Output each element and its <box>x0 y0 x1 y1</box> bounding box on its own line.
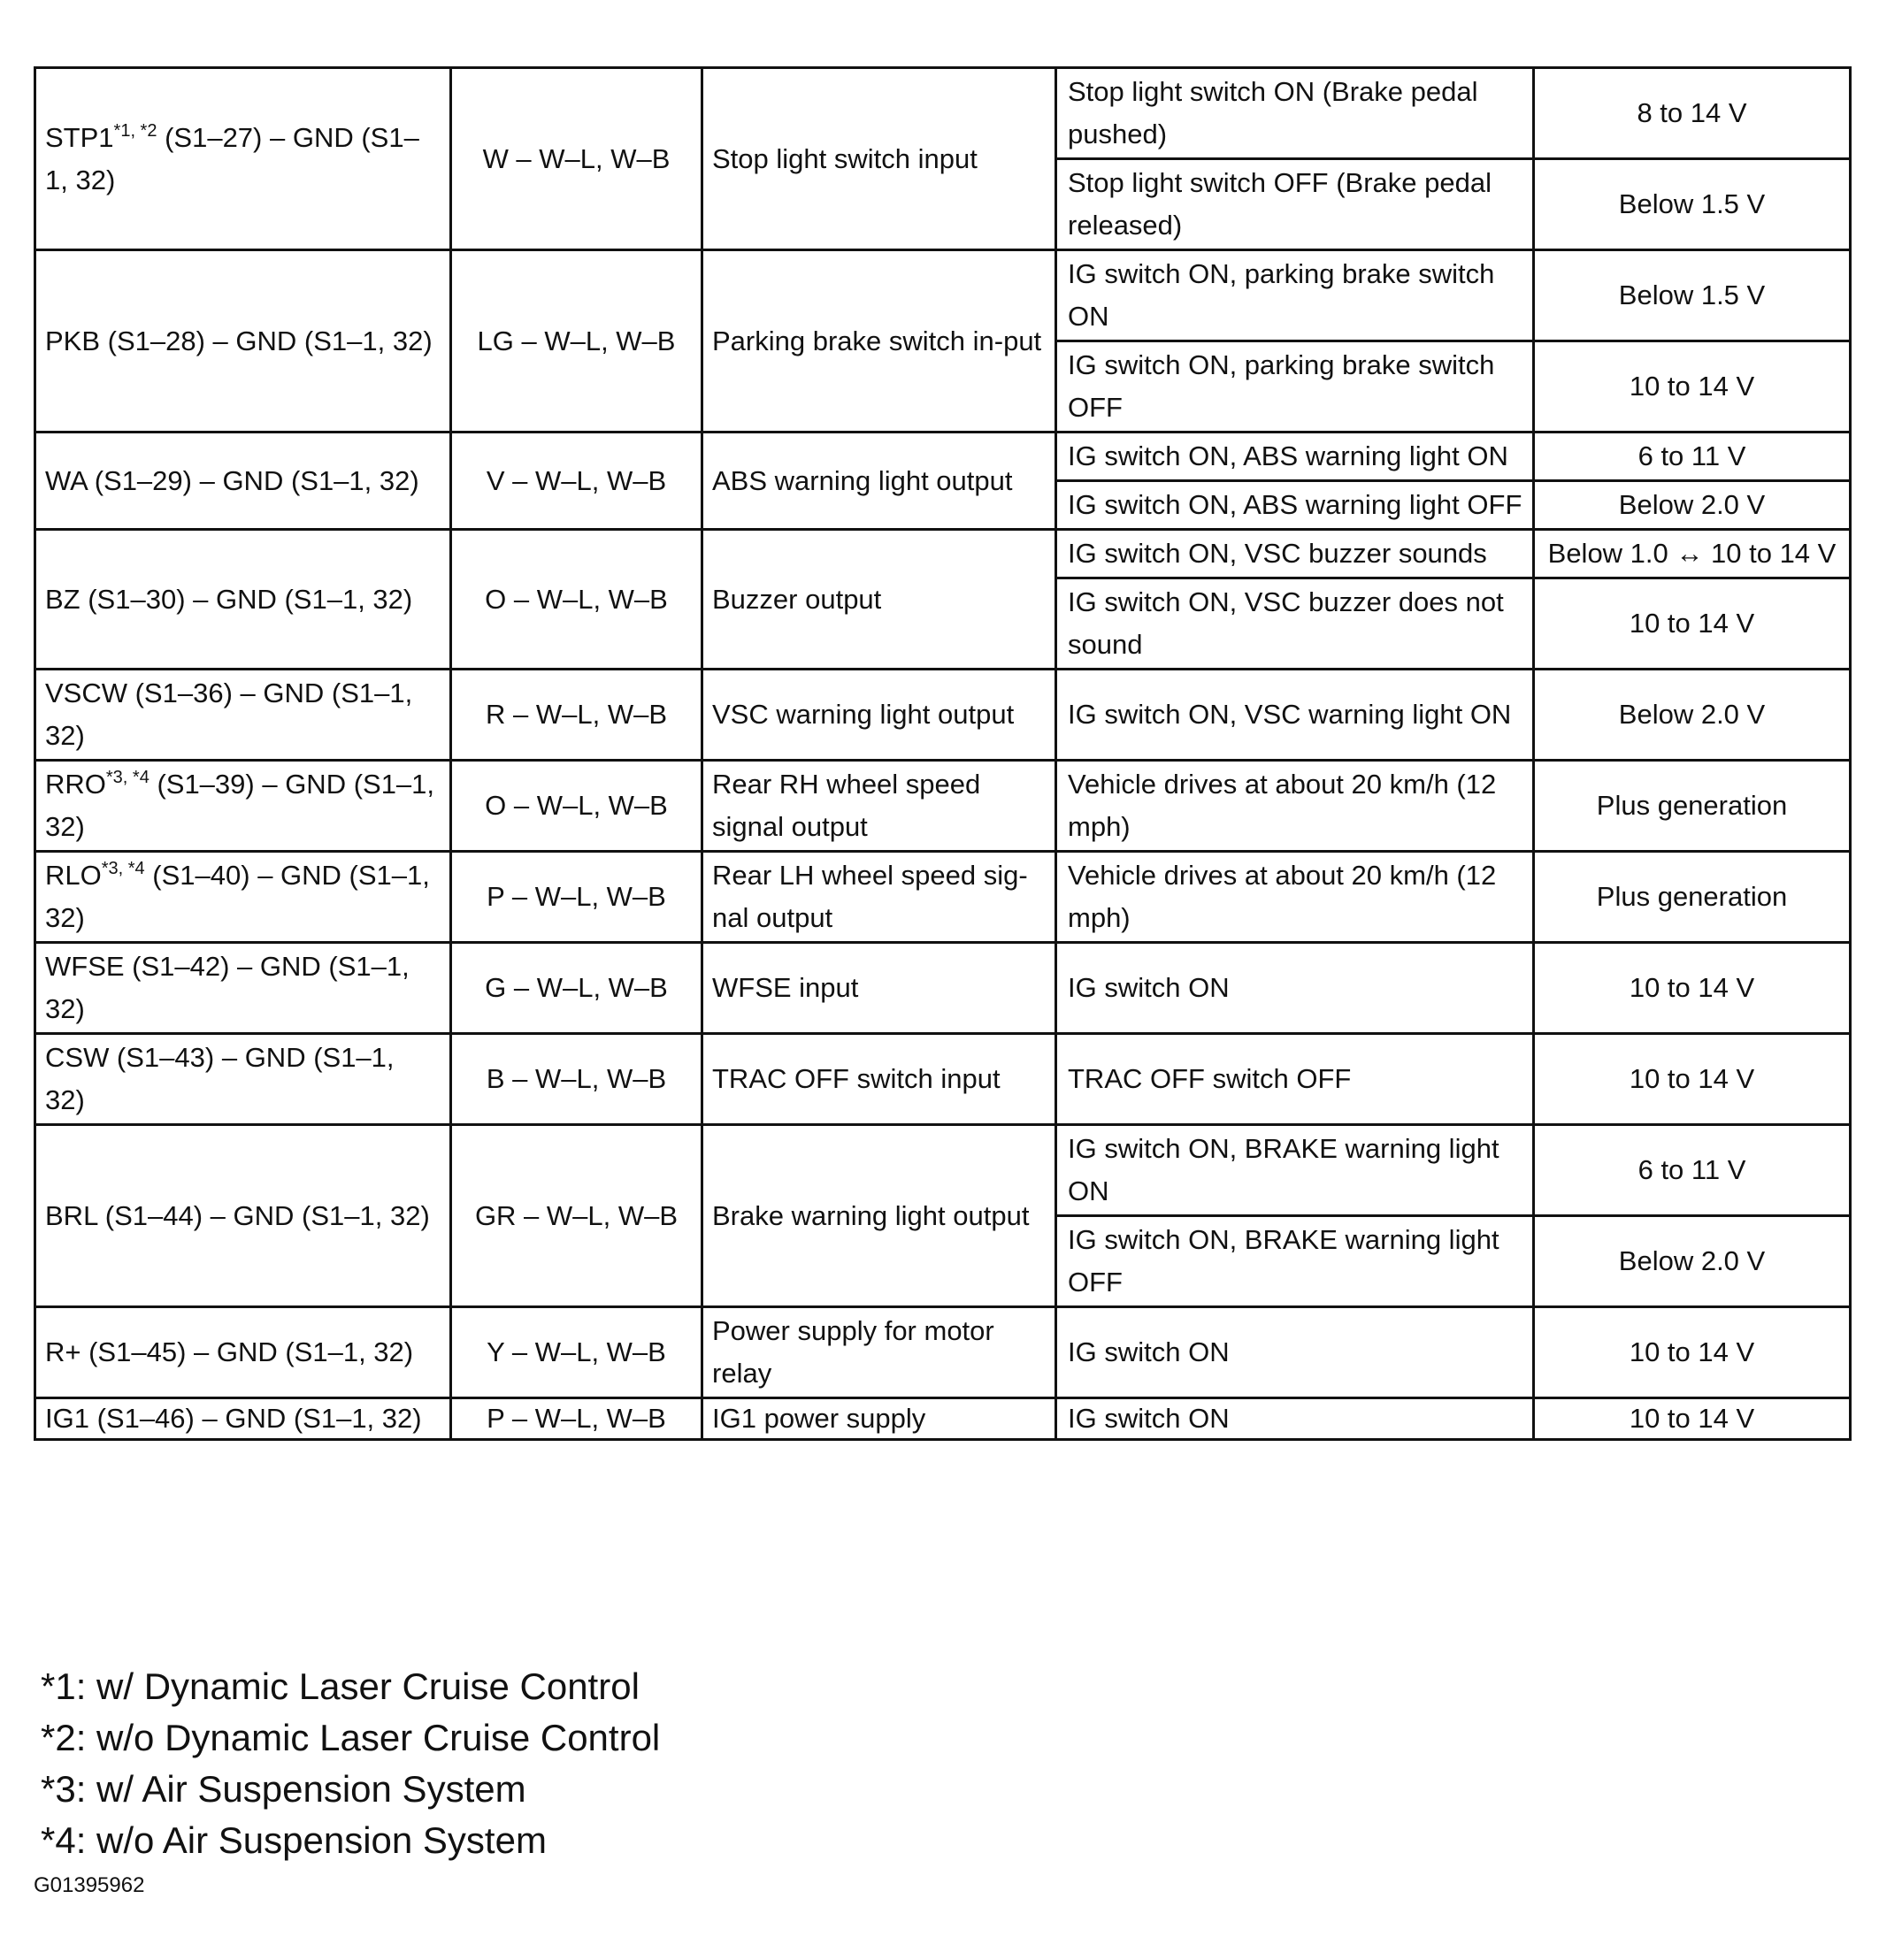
condition-cell: IG switch ON <box>1056 1307 1534 1398</box>
footnote: *3: w/ Air Suspension System <box>41 1768 526 1810</box>
condition-cell: IG switch ON, VSC buzzer does not sound <box>1056 578 1534 670</box>
footnote-ref: *3, *4 <box>105 768 150 787</box>
specified-condition-cell: 6 to 11 V <box>1534 433 1851 481</box>
wiring-color-cell: O – W–L, W–B <box>451 530 702 670</box>
wiring-color-cell: V – W–L, W–B <box>451 433 702 530</box>
terminal-cell: PKB (S1–28) – GND (S1–1, 32) <box>35 250 451 433</box>
wiring-color-cell: P – W–L, W–B <box>451 852 702 943</box>
terminal-description-cell: Parking brake switch in-put <box>702 250 1056 433</box>
table-row <box>35 250 1851 341</box>
specified-condition-cell: Below 1.5 V <box>1534 250 1851 341</box>
specified-condition-cell: 10 to 14 V <box>1534 1398 1851 1440</box>
specified-condition-cell: 10 to 14 V <box>1534 578 1851 670</box>
wiring-color-cell: W – W–L, W–B <box>451 68 702 250</box>
condition-cell: IG switch ON, VSC buzzer sounds <box>1056 530 1534 578</box>
wiring-color-cell: GR – W–L, W–B <box>451 1125 702 1307</box>
condition-cell: Stop light switch OFF (Brake pedal released) <box>1056 159 1534 250</box>
wiring-color-cell: O – W–L, W–B <box>451 761 702 852</box>
figure-id: G01395962 <box>34 1873 145 1897</box>
specified-condition-cell: 10 to 14 V <box>1534 341 1851 433</box>
terminal-cell: CSW (S1–43) – GND (S1–1, 32) <box>35 1034 451 1125</box>
terminal-description-cell: ABS warning light output <box>702 433 1056 530</box>
terminal-cell: R+ (S1–45) – GND (S1–1, 32) <box>35 1307 451 1398</box>
condition-cell: TRAC OFF switch OFF <box>1056 1034 1534 1125</box>
terminal-description-cell: TRAC OFF switch input <box>702 1034 1056 1125</box>
specified-condition-cell: 10 to 14 V <box>1534 943 1851 1034</box>
condition-cell: IG switch ON, ABS warning light ON <box>1056 433 1534 481</box>
condition-cell: IG switch ON, parking brake switch OFF <box>1056 341 1534 433</box>
terminal-description-cell: Power supply for motor relay <box>702 1307 1056 1398</box>
condition-cell: Vehicle drives at about 20 km/h (12 mph) <box>1056 761 1534 852</box>
specified-condition-cell: Below 2.0 V <box>1534 481 1851 530</box>
wiring-color-cell: G – W–L, W–B <box>451 943 702 1034</box>
wiring-color-cell: R – W–L, W–B <box>451 670 702 761</box>
terminal-name: RLO <box>45 860 102 891</box>
terminal-description-cell: IG1 power supply <box>702 1398 1056 1440</box>
terminal-description-cell: Buzzer output <box>702 530 1056 670</box>
footnote: *2: w/o Dynamic Laser Cruise Control <box>41 1717 661 1758</box>
table-row <box>35 530 1851 578</box>
specified-condition-cell: 6 to 11 V <box>1534 1125 1851 1216</box>
terminal-cell: WFSE (S1–42) – GND (S1–1, 32) <box>35 943 451 1034</box>
table-row <box>35 670 1851 761</box>
specified-condition-cell: 10 to 14 V <box>1534 1034 1851 1125</box>
terminal-connection: (S1–39) – GND (S1–1, 32) <box>45 769 435 842</box>
terminal-description-cell: Stop light switch input <box>702 68 1056 250</box>
condition-cell: IG switch ON, VSC warning light ON <box>1056 670 1534 761</box>
footnotes <box>41 1661 660 1866</box>
table-row <box>35 852 1851 943</box>
terminal-description-cell: VSC warning light output <box>702 670 1056 761</box>
terminal-cell <box>35 761 451 852</box>
condition-cell: Vehicle drives at about 20 km/h (12 mph) <box>1056 852 1534 943</box>
condition-cell: Stop light switch ON (Brake pedal pushed) <box>1056 68 1534 159</box>
condition-cell: IG switch ON <box>1056 943 1534 1034</box>
terminal-cell: IG1 (S1–46) – GND (S1–1, 32) <box>35 1398 451 1440</box>
wiring-color-cell: LG – W–L, W–B <box>451 250 702 433</box>
terminal-name: STP1 <box>45 121 114 153</box>
terminal-cell <box>35 852 451 943</box>
wiring-color-cell: Y – W–L, W–B <box>451 1307 702 1398</box>
terminal-cell: BZ (S1–30) – GND (S1–1, 32) <box>35 530 451 670</box>
terminal-description-cell: Rear LH wheel speed sig-nal output <box>702 852 1056 943</box>
terminal-description-cell: Rear RH wheel speed signal output <box>702 761 1056 852</box>
specified-condition-cell: Plus generation <box>1534 852 1851 943</box>
table-row <box>35 1307 1851 1398</box>
terminal-description-cell: WFSE input <box>702 943 1056 1034</box>
terminal-cell: BRL (S1–44) – GND (S1–1, 32) <box>35 1125 451 1307</box>
specified-condition-cell: Below 2.0 V <box>1534 1216 1851 1307</box>
terminal-name: RRO <box>45 769 106 800</box>
table-row <box>35 761 1851 852</box>
wiring-color-cell: P – W–L, W–B <box>451 1398 702 1440</box>
condition-cell: IG switch ON <box>1056 1398 1534 1440</box>
terminal-cell: VSCW (S1–36) – GND (S1–1, 32) <box>35 670 451 761</box>
footnote: *4: w/o Air Suspension System <box>41 1819 547 1861</box>
footnote: *1: w/ Dynamic Laser Cruise Control <box>41 1665 640 1707</box>
table-body <box>35 68 1851 1440</box>
table-row <box>35 68 1851 159</box>
terminal-connection: (S1–27) – GND (S1–1, 32) <box>45 121 419 195</box>
table-row <box>35 1034 1851 1125</box>
wiring-color-cell: B – W–L, W–B <box>451 1034 702 1125</box>
footnote-ref: *3, *4 <box>101 859 145 878</box>
table-row <box>35 1398 1851 1440</box>
table-row <box>35 943 1851 1034</box>
specified-condition-cell: Below 1.5 V <box>1534 159 1851 250</box>
condition-cell: IG switch ON, ABS warning light OFF <box>1056 481 1534 530</box>
footnote-ref: *1, *2 <box>113 120 157 141</box>
condition-cell: IG switch ON, BRAKE warning light OFF <box>1056 1216 1534 1307</box>
specified-condition-cell: Below 2.0 V <box>1534 670 1851 761</box>
table-row <box>35 1125 1851 1216</box>
condition-cell: IG switch ON, BRAKE warning light ON <box>1056 1125 1534 1216</box>
terminal-description-cell: Brake warning light output <box>702 1125 1056 1307</box>
terminal-voltage-table <box>34 66 1852 1441</box>
specified-condition-cell: Below 1.0 ↔ 10 to 14 V <box>1534 530 1851 578</box>
terminal-connection: (S1–40) – GND (S1–1, 32) <box>45 860 430 933</box>
condition-cell: IG switch ON, parking brake switch ON <box>1056 250 1534 341</box>
specified-condition-cell: Plus generation <box>1534 761 1851 852</box>
specified-condition-cell: 8 to 14 V <box>1534 68 1851 159</box>
specified-condition-cell: 10 to 14 V <box>1534 1307 1851 1398</box>
table-row <box>35 433 1851 481</box>
terminal-cell: WA (S1–29) – GND (S1–1, 32) <box>35 433 451 530</box>
terminal-cell <box>35 68 451 250</box>
